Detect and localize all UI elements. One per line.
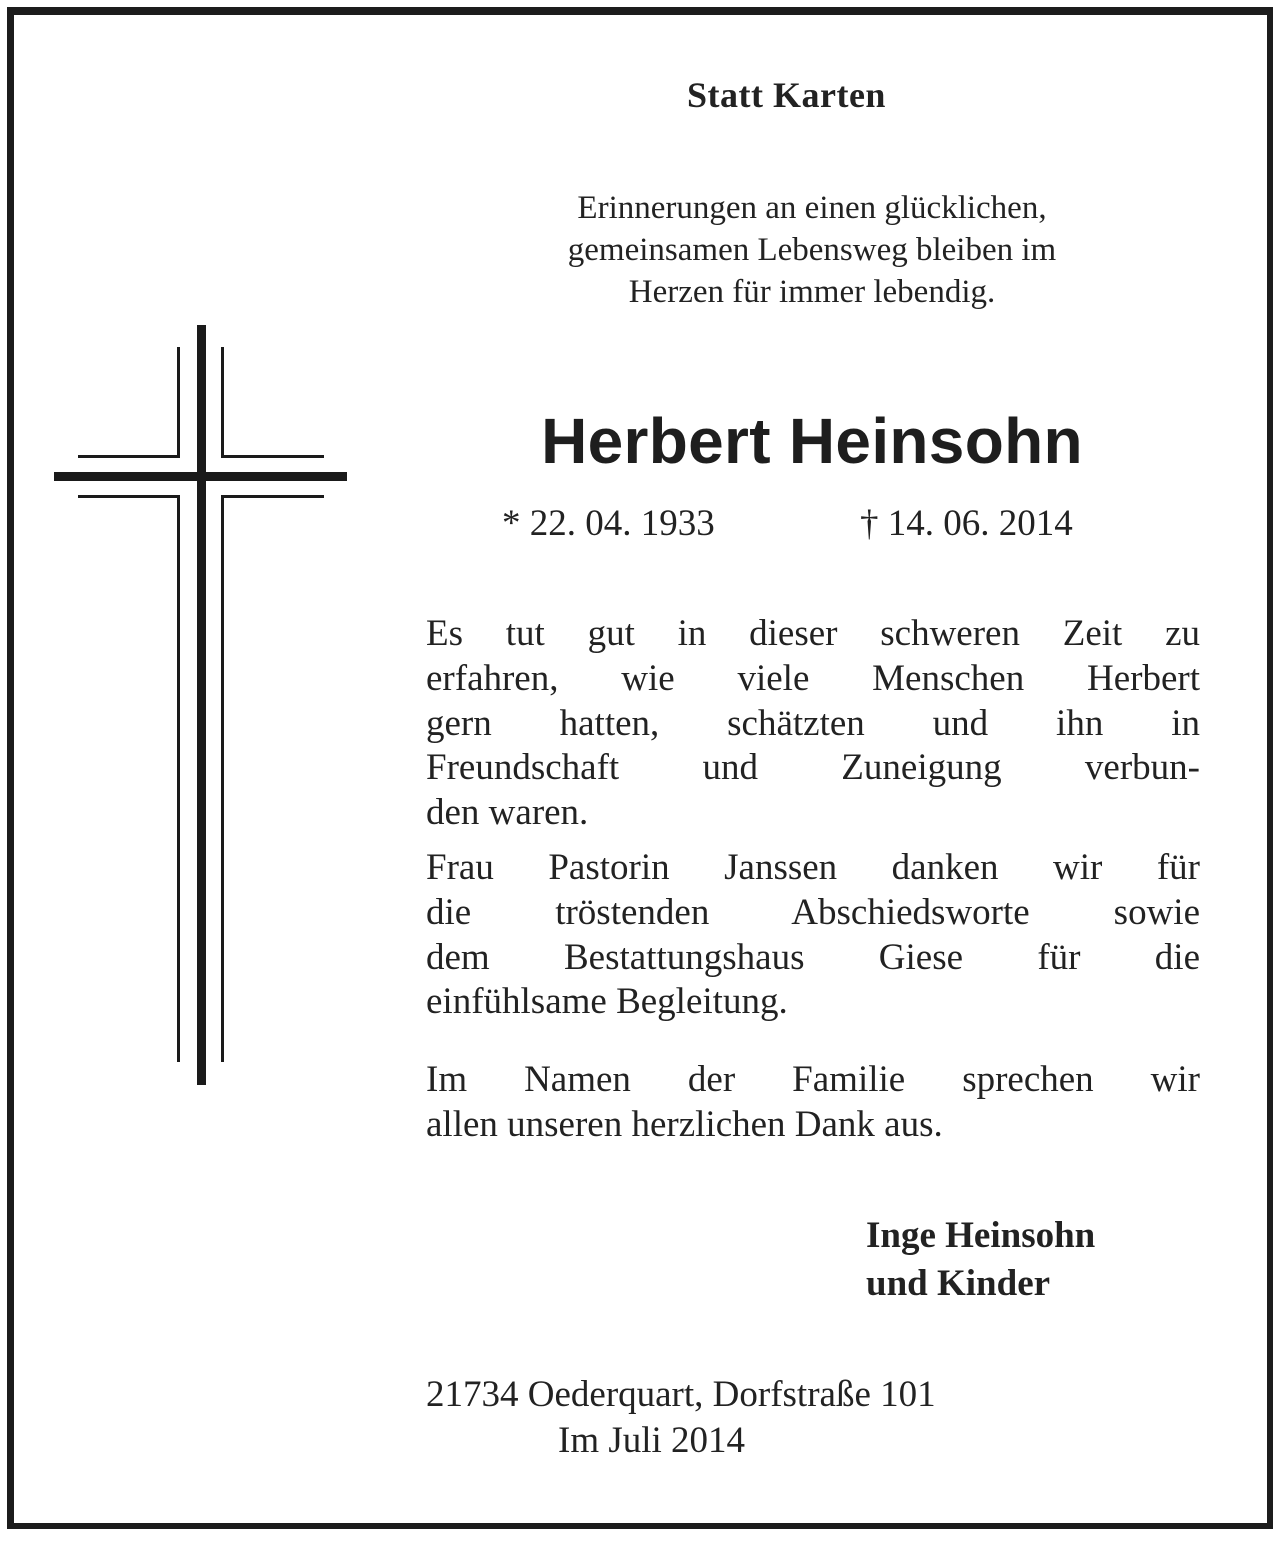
signer-line: und Kinder [866, 1263, 1051, 1304]
address-block [426, 1372, 936, 1464]
paragraph-line: gern hatten, schätzten und ihn in [426, 702, 1200, 744]
paragraph-line: Es tut gut in dieser schweren Zeit zu [426, 613, 1200, 654]
place-date: Im Juli 2014 [558, 1420, 746, 1461]
paragraph-line: einfühlsame Begleitung. [426, 981, 788, 1023]
signer-line: Inge Heinsohn [866, 1215, 1096, 1256]
paragraph-line: den waren. [426, 792, 589, 834]
motto-line: Erinnerungen an einen glücklichen, [577, 190, 1047, 226]
thanks-paragraph-1 [426, 612, 1200, 836]
signers [866, 1212, 1095, 1308]
death-date: † 14. 06. 2014 [860, 503, 1073, 544]
address-line: 21734 Oederquart, Dorfstraße 101 [426, 1374, 936, 1415]
paragraph-line: allen unseren herzlichen Dank aus. [426, 1103, 943, 1145]
motto-line: Herzen für immer lebendig. [628, 274, 996, 310]
thanks-paragraph-2 [426, 846, 1200, 1025]
paragraph-line: die tröstenden Abschiedsworte sowie [426, 891, 1200, 933]
paragraph-line: Frau Pastorin Janssen danken wir für [426, 847, 1200, 888]
motto-line: gemeinsamen Lebensweg bleiben im [567, 232, 1057, 268]
paragraph-line: dem Bestattungshaus Giese für die [426, 936, 1200, 978]
thanks-paragraph-3 [426, 1058, 1200, 1148]
birth-date: * 22. 04. 1933 [502, 503, 715, 544]
motto [426, 187, 1198, 313]
paragraph-line: Im Namen der Familie sprechen wir [426, 1059, 1200, 1100]
paragraph-line: erfahren, wie viele Menschen Herbert [426, 657, 1200, 699]
notice-heading: Statt Karten [687, 75, 886, 115]
paragraph-line: Freundschaft und Zuneigung verbun- [426, 747, 1200, 789]
deceased-name: Herbert Heinsohn [541, 405, 1083, 477]
